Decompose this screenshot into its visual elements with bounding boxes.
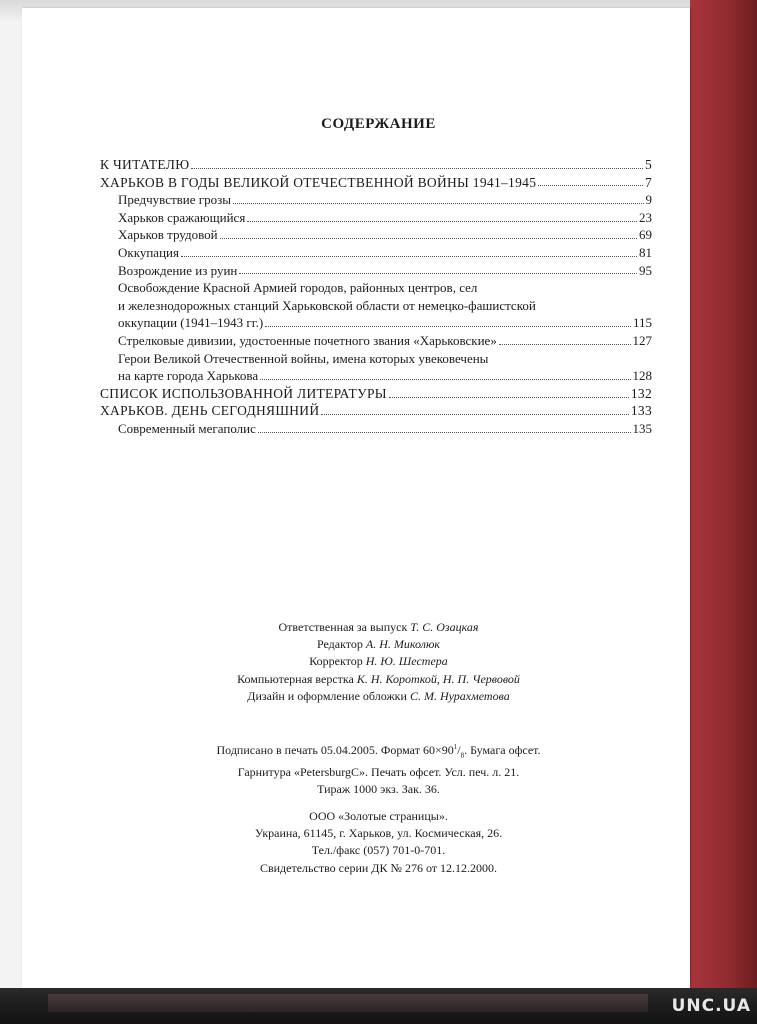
- toc-entry-title: ХАРЬКОВ В ГОДЫ ВЕЛИКОЙ ОТЕЧЕСТВЕННОЙ ВОЙНЫ 1941–1945: [100, 174, 537, 190]
- toc-entry-title: СПИСОК ИСПОЛЬЗОВАННОЙ ЛИТЕРАТУРЫ: [100, 385, 387, 401]
- toc-entry-divisions: [100, 332, 652, 350]
- toc-entry-page: 128: [632, 368, 652, 384]
- toc-entry-title: ХАРЬКОВ. ДЕНЬ СЕГОДНЯШНИЙ: [100, 403, 320, 419]
- credit-person: Т. С. Озацкая: [410, 620, 479, 634]
- toc-leader-dots: [181, 255, 637, 257]
- credit-line: [0, 636, 757, 653]
- toc-entry-megapolis: [100, 420, 652, 438]
- scan-bottom-edge: [0, 988, 757, 1024]
- toc-leader-dots: [499, 343, 631, 345]
- toc-entry-title-line: на карте города Харькова: [118, 368, 259, 384]
- credit-role: Редактор: [316, 637, 363, 652]
- toc-entry-page: 23: [639, 209, 652, 225]
- toc-entry-page: 9: [645, 192, 652, 208]
- toc-entry-page: 69: [639, 227, 652, 243]
- toc-entry-title: Современный мегаполис: [118, 420, 256, 436]
- toc-entry-title-line: и железнодорожных станций Харьковской области от немецко-фашистской: [118, 297, 536, 313]
- credit-person: К. Н. Короткой, Н. П. Червовой: [356, 671, 520, 686]
- credits-block: [0, 619, 757, 705]
- toc-entry-title-line: оккупации (1941–1943 гг.): [118, 315, 264, 331]
- publisher-address: Украина, 61145, г. Харьков, ул. Космическая, 26.: [254, 826, 503, 841]
- toc-entry-title-line: Освобождение Красной Армией городов, районных центров, сел: [118, 280, 478, 296]
- toc-leader-dots: [321, 413, 628, 415]
- credit-role: Корректор: [309, 654, 363, 669]
- toc-leader-dots: [191, 167, 643, 169]
- toc-entry-today: [100, 402, 652, 420]
- credit-line: [0, 671, 757, 688]
- toc-entry-occupation: [100, 244, 652, 262]
- toc-entry-page: 95: [639, 262, 652, 278]
- toc-entry-heroes: [100, 350, 652, 385]
- toc-leader-dots: [389, 396, 629, 398]
- publisher-name: ООО «Золотые страницы».: [309, 809, 448, 823]
- watermark: UNC.UA: [671, 996, 751, 1016]
- toc-entry-title: Харьков трудовой: [118, 227, 218, 243]
- credit-person: Н. Ю. Шестера: [365, 654, 448, 669]
- toc-entry-title: Стрелковые дивизии, удостоенные почетного звания «Харьковские»: [118, 332, 497, 348]
- publisher-block: [0, 808, 757, 877]
- credit-role: Ответственная за выпуск: [278, 620, 408, 634]
- toc-entry-page: 133: [630, 403, 652, 419]
- toc-entry-to-reader: [100, 156, 652, 174]
- toc-leader-dots: [233, 202, 644, 204]
- imprint-line-print-run: Тираж 1000 экз. Зак. 36.: [317, 782, 440, 797]
- credit-role: Компьютерная верстка: [237, 671, 354, 686]
- toc-leader-dots: [247, 220, 637, 222]
- credit-line: [0, 688, 757, 705]
- toc-entry-working: [100, 226, 652, 244]
- credit-line: [0, 619, 757, 636]
- toc-entry-revival: [100, 262, 652, 280]
- toc-entry-page: 132: [630, 385, 652, 401]
- toc-leader-dots: [258, 431, 631, 433]
- toc-leader-dots: [265, 325, 631, 327]
- format-fraction-denominator: 8: [460, 751, 465, 760]
- toc-leader-dots: [220, 237, 637, 239]
- toc-entry-page: 127: [632, 332, 652, 348]
- toc-title: СОДЕРЖАНИЕ: [321, 116, 436, 132]
- publisher-phone: Тел./факс (057) 701-0-701.: [311, 843, 446, 858]
- imprint-text: Подписано в печать 05.04.2005. Формат 60×90: [216, 743, 454, 757]
- imprint-text: . Бумага офсет.: [464, 743, 541, 757]
- imprint-line-typeface: Гарнитура «PetersburgC». Печать офсет. Усл. печ. л. 21.: [237, 765, 520, 780]
- toc-entry-page: 7: [644, 174, 652, 190]
- imprint-block: [0, 739, 757, 798]
- imprint-line-format: Подписано в печать 05.04.2005. Формат $60\times 90^1/_8$. Бумага офсет.: [216, 743, 541, 760]
- credit-role: Дизайн и оформление обложки: [247, 688, 407, 703]
- credit-person: С. М. Нурахметова: [409, 688, 510, 703]
- toc-entry-title: Предчувствие грозы: [118, 192, 231, 208]
- toc-entry-title: Возрождение из руин: [118, 262, 238, 278]
- credit-person: А. Н. Миколюк: [365, 637, 441, 652]
- toc-entry-page: 5: [644, 157, 652, 172]
- toc-entry-page: 81: [639, 244, 652, 260]
- toc-entry-title: Оккупация: [118, 244, 179, 260]
- publisher-certificate: Свидетельство серии ДК № 276 от 12.12.2000.: [259, 860, 498, 875]
- toc-leader-dots: [260, 378, 630, 380]
- toc-entry-title-line: Герои Великой Отечественной войны, имена которых увековечены: [118, 350, 489, 366]
- toc-entry-title: Харьков сражающийся: [118, 209, 246, 225]
- toc-entry-page: 115: [632, 315, 652, 331]
- toc-entry-premonition: [100, 191, 652, 209]
- toc-entry-page: 135: [632, 420, 652, 436]
- toc-entry-bibliography: [100, 385, 652, 403]
- toc-entry-liberation: [100, 279, 652, 332]
- toc-leader-dots: [538, 184, 643, 186]
- credit-line: [0, 653, 757, 670]
- toc-leader-dots: [239, 272, 637, 274]
- toc-entry-fighting: [100, 209, 652, 227]
- toc-entry-war-years: [100, 174, 652, 192]
- format-fraction-numerator: 1: [453, 743, 458, 751]
- table-of-contents: [100, 156, 652, 438]
- toc-entry-title: К ЧИТАТЕЛЮ: [100, 157, 190, 172]
- cover-bottom-strip: [48, 994, 648, 1012]
